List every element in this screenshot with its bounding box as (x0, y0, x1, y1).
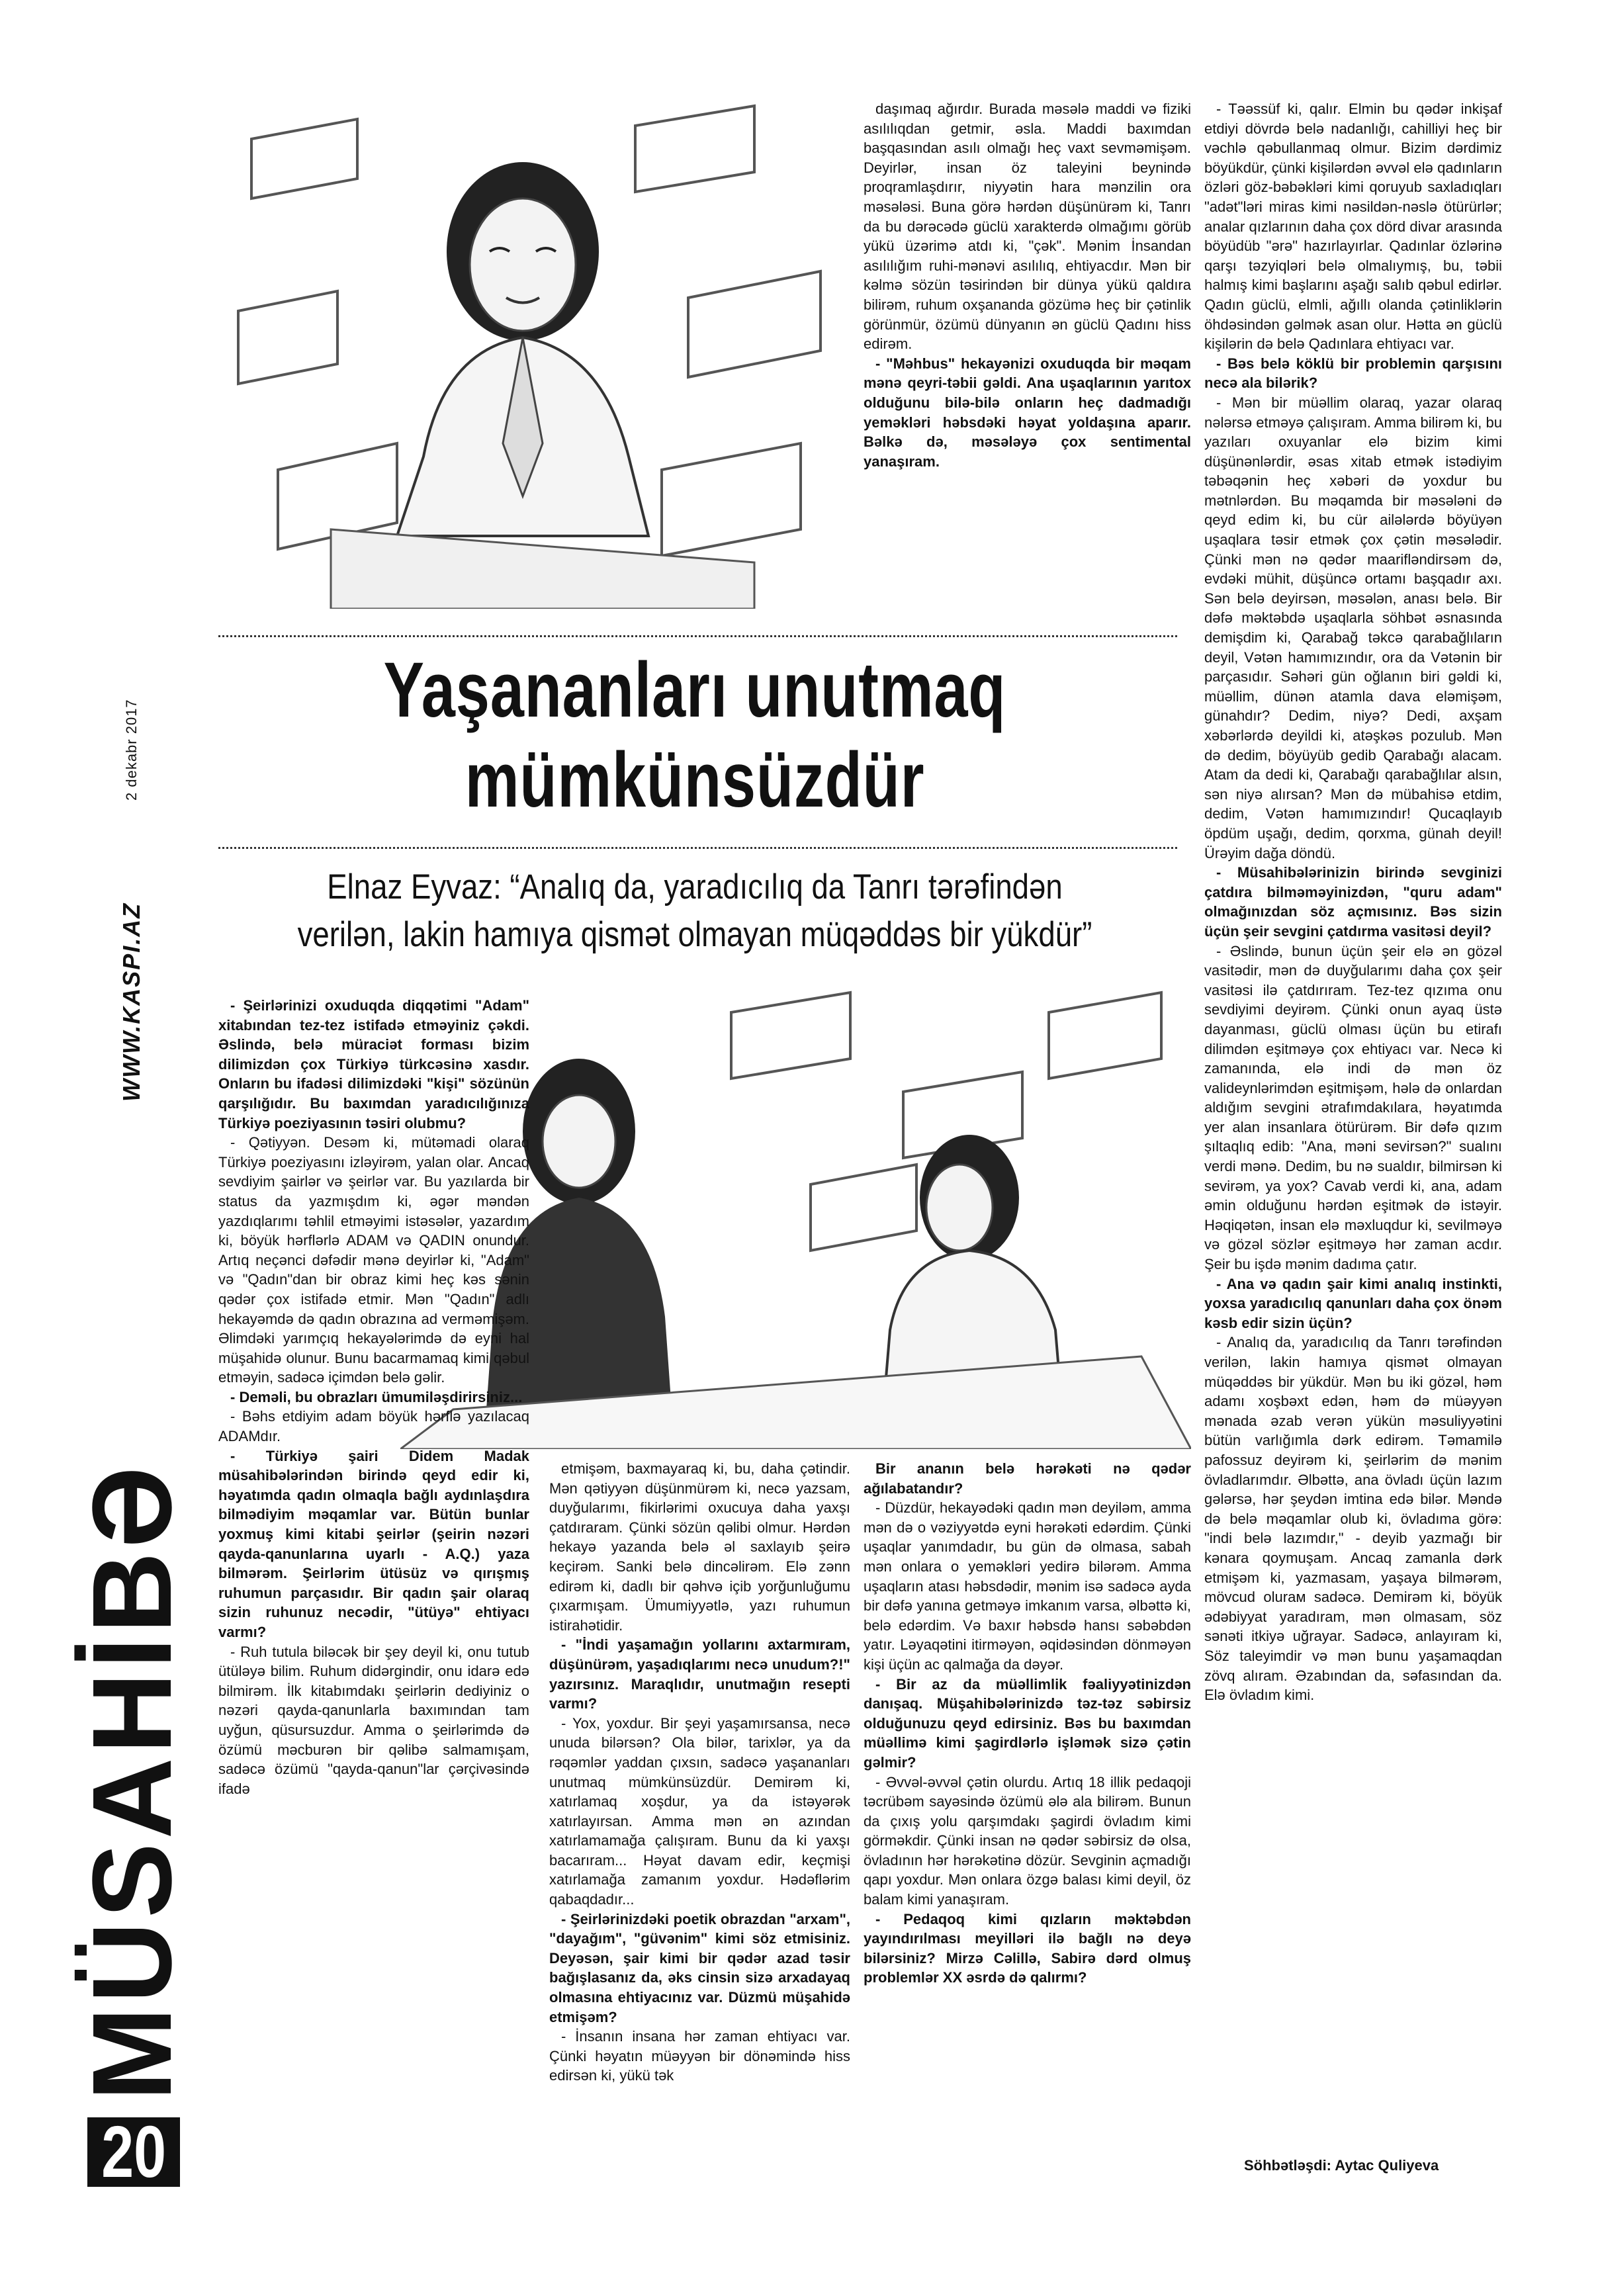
column-lower-mid (549, 1459, 850, 2086)
headline-title: Yaşananları unutmaq mümkünsüzdür (383, 646, 1006, 824)
question-paragraph: - Şeirlərinizdəki poetik obrazdan "arxam", "dayağım", "güvənim" kimi söz etmisiniz. Deyəsən, şair kimi bir qədər azad təsir bağışlasanız da, əks cinsin sizə arxadayaq olmasına ehtiyacınız var. Düzmü müşahidə etmişəm? (549, 1910, 850, 2025)
answer-paragraph: - Ruh tutula biləcək bir şey deyil ki, onu tutub ütüləyə bilim. Ruhum didərgindir, onu idarə edə bilmirəm. İlk kitabımdakı şeirlərin dediyiniz o nəzəri qayda-qanunlarla baxımından tam uyğun, qüsursuzdur. Amma o şeirlərimdə də özümü məcburən bir qəlibə salmamışam, sadəcə özümü "qayda-qanun"lar çərçivəsində ifadə (218, 1643, 529, 1797)
page-number-box (87, 2111, 180, 2193)
section-title: MÜSAHİBƏ (69, 1462, 195, 2101)
question-paragraph: - Deməli, bu obrazları ümumiləşdirirsiniz... (230, 1388, 523, 1405)
headline-rule-top (218, 635, 1178, 637)
column-top-center (864, 99, 1191, 471)
answer-paragraph: - Yox, yoxdur. Bir şeyi yaşamırsansa, necə unuda bilərsən? Ola bilər, tarixlər, ya da rəqəmlər yaddan çıxsın, sadəcə yaşananları unutmaq mümkünsüzdür. Demirəm ki, xatırlamaq xoşdur, ya da istəyərək xatırlayırsan. Amma mən ən azından xatırlamamağa çalışıram. Bunu da ki yaxşı bacarıram... Həyat davam edir, keçmişi xatırlamağa zamanım yoxdur. Hədəflərim qabaqdadır... (549, 1714, 850, 1908)
answer-paragraph: - Əvvəl-əvvəl çətin olurdu. Artıq 18 illik pedaqoji təcrübəm sayəsində özümü ələ ala bilirəm. Bunun da çıxış yolu qarşımdakı şagirdi övladım kimi görməkdir. Çünki insan nə qədər səbirsiz də olsa, övladının hər hərəkətinə dözür. Sevginin açmadığı qapı yoxdur. Mən onlara özgə balası kimi deyil, öz balam kimi yanaşıram. (864, 1773, 1191, 1908)
byline: Söhbətləşdi: Aytac Quliyeva (1244, 2157, 1439, 2174)
headline-rule-bottom (218, 847, 1178, 849)
question-paragraph: - Bir az da müəllimlik fəaliyyətinizdən danışaq. Müşahibələrinizdə təz-təz səbirsiz olduğunuzu qeyd edirsiniz. Bəs bu baxımdan müəllimə kimi şagirdlərlə işləmək sizə çətin gəlmir? (864, 1675, 1191, 1771)
site-url: WWW.KASPI.AZ (118, 902, 145, 1102)
answer-paragraph: - Analıq da, yaradıcılıq da Tanrı tərəfindən verilən, lakin hamıya qismət olmayan müqəddəs bir yükdür. Mən bu iki gözəl, həm adamı xoşbəxt edən, həm də müəyyən mənada əzab verən yükün məsuliyyətini bütün varlığımla dərk edirəm. Təmamilə pafossuz deyirəm ki, şeirlərim də mənim övladlarımdır. Əlbəttə, ana övladı üçün lazım gələrsə, hər şeydən imtina edə bilər. Məndə də belə məqamlar olub ki, övladıma görə: "indi belə lazımdır," - deyib yazmağı bir kənara qoymuşam. Ancaq zamanla dərk etmişəm ki, yazmasam, yaşaya bilmərəm, mövcud olurам sadəcə. Demirəm ki, böyük ədəbiyyat yaradıram, mən olmasam, söz sənəti itkiyə uğrayar. Sadəcə, anlayıram ki, Söz taleyimdir və mən bunu yaşamaqdan zövq alıram. Əzabından da, səfasından da. Elə övladım kimi. (1204, 1334, 1502, 1704)
answer-paragraph: - İnsanın insana hər zaman ehtiyacı var. Çünki həyatın müəyyən bir dönəmində hiss edirsən ki, yükü tək (549, 2028, 850, 2084)
question-paragraph: - Pedaqoq kimi qızların məktəbdən yayındırılması meyilləri ilə bağlı nə deyə bilərsiniz? Mirzə Cəlillə, Sabirə dərd olmuş problemlər XX əsrdə də qalırmı? (864, 1910, 1191, 1986)
question-paragraph: - Türkiyə şairi Didem Madak müsahibələrindən birində qeyd edir ki, həyatımda qadın olmaqla bağlı aydınlaşdıra bilmədiyim məqamlar var. Bütün bunlar yoxmuş kimi kitabi şeirlər (şeirin nəzəri qayda-qanunlarına uyarlı - A.Q.) yaza bilmərəm. Şeirlərim ütüsüz və qırışmış ruhumun parçasıdır. Bir qadın şair olaraq sizin ruhunuz necədir, "ütüyə" ehtiyacı varmı? (218, 1447, 529, 1640)
top-photo (225, 99, 847, 609)
answer-paragraph: - Mən bir müəllim olaraq, yazar olaraq nələrsə etməyə çalışıram. Amma bilirəm ki, bu yazıları oxuyanlar elə bizim kimi düşünənlərdir, əsas xitab etmək istədiyim təbəqənin heç xəbəri də yoxdur bu mətnlərdən. Bu məqamda bir məsələni də qeyd edim ki, bu cür ailələrdə böyüyən uşaqlara təsir etmək çox çətin məsələdir. Çünki mən nə qədər maarifləndirsəm də, evdəki mühit, düşüncə ortamı başqadır axı. Sən belə deyirsən, məsələn, anası belə. Bir dəfə məktəbdə uşaqlarla söhbət əsnasında demişdim ki, Qarabağ təkcə qarabağlıların deyil, Vətən hamımızındır, ora da Vətənin bir parçasıdır. Səhəri gün oğlanın biri gəldi ki, müəllim, dünən atamla dava eləmişəm, günahdır? Dedim, niyə? Dedi, axşam xəbərlərdə deyildi ki, atəşkəs pozulub. Mən də dedim, böyüyüb gedib Qarabağı alacam. Atam da dedi ki, Qarabağı qarabağlılar alsın, sən niyə alırsan? Mən də mübahisə etdim, dedim, Vətən hamımızındır! Qucaqlayıb öpdüm uşağı, dedim, qorxma, günah deyil! Ürəyim dağa döndü. (1204, 394, 1502, 861)
question-paragraph: Bir ananın belə hərəkəti nə qədər ağılabatandır? (864, 1460, 1191, 1497)
answer-paragraph: - Bəhs etdiyim adam böyük hərflə yazılacaq ADAMdır. (218, 1408, 529, 1445)
question-paragraph: - Müsahibələrinizin birində sevginizi çatdıra bilməməyinizdən, "quru adam" olmağınızdan söz açmısınız. Bəs sizin üçün şeir sevgini çatdırma vasitəsi deyil? (1204, 864, 1502, 940)
column-lower-left (218, 996, 529, 1798)
answer-paragraph: - Təəssüf ki, qalır. Elmin bu qədər inkişaf etdiyi dövrdə belə nadanlığı, cahilliyi heç bir vəchlə qəbullanmaq olmur. Bizim dərdimiz böyükdür, çünki kişilərdən əvvəl elə qadınların özləri göz-bəbəkləri kimi qoruyub saxladıqları "adət"ləri miras kimi nəsildən-nəslə ötürürlər; analar qızlarının daha çox dörd divar arasında böyüdüb "ərə" hazırlayırlar. Qadınlar özlərinə qarşı təzyiqləri belə olmalıymış, bu, təbii halmış kimi başlarını aşağı salıb qəbul edirlər. Qadın güclü, elmli, ağıllı olanda çətinliklərin öhdəsindən gəlmək asan olur. Hətta ən güclü kişilərin də belə Qadınlara ehtiyacı var. (1204, 101, 1502, 353)
answer-paragraph: daşımaq ağırdır. Burada məsələ maddi və fiziki asılılıqdan getmir, əsla. Maddi baxımdan başqasından asılı olmağı heç vaxt sevməmişəm. Deyirlər, insan öz taleyini beynində proqramlaşdırır, niyyətin hara mənzilin ora məsələsi. Buna görə hərdən düşünürəm ki, Tanrı da bu dərəcədə güclü xarakterdə olmağımı görüb yükü üzərimə atdı ki, "çək". Mənim İnsandan asılılığım ruhi-mənəvi asılılıq, ehtiyacdır. Mən bir kəlmə sözün təsirindən bir dünya yükü qaldıra bilirəm, ruhum oxşananda gözümə heç bir çətinlik görünmür, özümü dünyanın ən güclü Qadını hiss edirəm. (864, 101, 1191, 353)
question-paragraph: - Ana və qadın şair kimi analıq instinkti, yoxsa yaradıcılıq qanunları daha çox önəm kəsb edir sizin üçün? (1204, 1275, 1502, 1331)
column-right (1204, 99, 1502, 1705)
question-paragraph: - Bəs belə köklü bir problemin qarşısını necə ala bilərik? (1204, 355, 1502, 392)
question-paragraph: - "Məhbus" hekayənizi oxuduqda bir məqam mənə qeyri-təbii gəldi. Ana uşaqlarının yarıtox olduğunu bilə-bilə onların heç dadmadığı yeməkləri həbsdəki həyat yoldaşına aparır. Bəlkə də, məsələyə çox sentimental yanaşıram. (864, 355, 1191, 470)
answer-paragraph: - Qətiyyən. Desəm ki, mütəmadi olaraq Türkiyə poeziyasını izləyirəm, yalan olar. Ancaq sevdiyim şairlər və şeirlər var. Bu yazılarda bir status da yazmışdım ki, əgər məndən yazdıqlarımı təhlil etməyimi istəsələr, yazardım ki, böyük hərflərlə ADAM və QADIN onundur. Artıq neçənci dəfədir mənə deyirlər ki, "Adam" və "Qadın"dan bir obraz kimi heç kəs sənin qədər çox istifadə etmir. Mən "Qadın" adlı hekayəmdə də qadın obrazına ad verməmişəm. Əlimdəki yarımçıq hekayələrimdə də eyni hal müşahidə olunur. Bunu bacarmamaq kimi qəbul etməyin, sadəcə içimdən belə gəlir. (218, 1134, 529, 1386)
question-paragraph: - Şeirlərinizi oxuduqda diqqətimi "Adam" xitabından tez-tez istifadə etməyiniz çəkdi. Əslində, belə müraciət forması bizim dilimizdən çox Türkiyə türkcəsinə xasdır. Onların bu ifadəsi dilimizdəki "kişi" sözünün qarşılığıdır. Bu baxımdan yaradıcılığınıza Türkiyə poeziyasının təsiri olubmu? (218, 997, 529, 1131)
question-paragraph: - "İndi yaşamağın yollarını axtarmıram, düşünürəm, yaşadıqlarımı necə unudum?!" yazırsınız. Maraqlıdır, unutmağın resepti varmı? (549, 1636, 850, 1712)
answer-paragraph: - Düzdür, hekayədəki qadın mən deyiləm, amma mən də o vəziyyətdə eyni hərəkəti edərdim. Çünki uşaqlar yanımdadır, bu gün də olmasa, sabah mən onlara o yeməkləri yedirə bilərəm. Amma uşaqların atası həbsdədir, mənim isə sadəcə ayda bir dəfə yanına getməyə imkanım varsa, əlbəttə ki, belə edərdim. Və baxır həbsdə hansı səbəbdən yatır. Ləyaqətini itirməyən, əqidəsindən dönməyən kişi üçün ac qalmağa da dəyər. (864, 1499, 1191, 1673)
headline-subtitle: Elnaz Eyvaz: “Analıq da, yaradıcılıq da Tanrı tərəfindən verilən, lakin hamıya qismət olmayan müqəddəs bir yükdür” (297, 867, 1092, 954)
issue-date: 2 dekabr 2017 (123, 699, 140, 801)
answer-paragraph: - Əslində, bunun üçün şeir elə ən gözəl vasitədir, mən də duyğularımı daha çox şeir vasitəsi ilə çatdırıram. Tez-tez qızıma onu sevdiyimi deyirəm. Çünki onun ayaq üstə dayanması, güclü olması üçün bu etirafı dilimdən eşitməyə çox ehtiyacı var. Necə ki zamanında, elə indi də mən öz valideynlərimdən eşitmişəm, hələ də onlardan aldığım sevgini ətrafımdakılara, həyatımda yer alan insanlara ötürürəm. Bir dəfə qızım şıltaqlıq edib: "Ana, məni sevirsən?" sualını verdi mənə. Dedim, bu nə sualdır, bilmirsən ki sevirəm, ya yox? Cavab verdi ki, ana, adam əmin olduğunu hərdən eşitmək də istəyir. Həqiqətən, insan elə məxluqdur ki, sevilməyə və gözəl sözlər eşitməyə hər zaman acdır. Şeir bu işdə mənim dadıma çatır. (1204, 942, 1502, 1273)
answer-paragraph: etmişəm, baxmayaraq ki, bu, daha çətindir. Mən qətiyyən düşünmürəm ki, necə yazsam, duyğularımı, fikirlərimi oxucuya daha yaxşı çatdıraram. Çünki sözün qəlibi olmur. Hərdən hekayə yazanda belə əl saxlayıb şeirə keçirəm. Sanki belə dincəlirəm. Elə zənn edirəm ki, dadlı bir qəhvə içib yorğunluğumu çıxarmışam. Ümumiyyətlə, yazı ruhumun istirahətidir. (549, 1460, 850, 1634)
page-number: 20 (101, 2111, 166, 2193)
column-lower-third (864, 1459, 1191, 1988)
